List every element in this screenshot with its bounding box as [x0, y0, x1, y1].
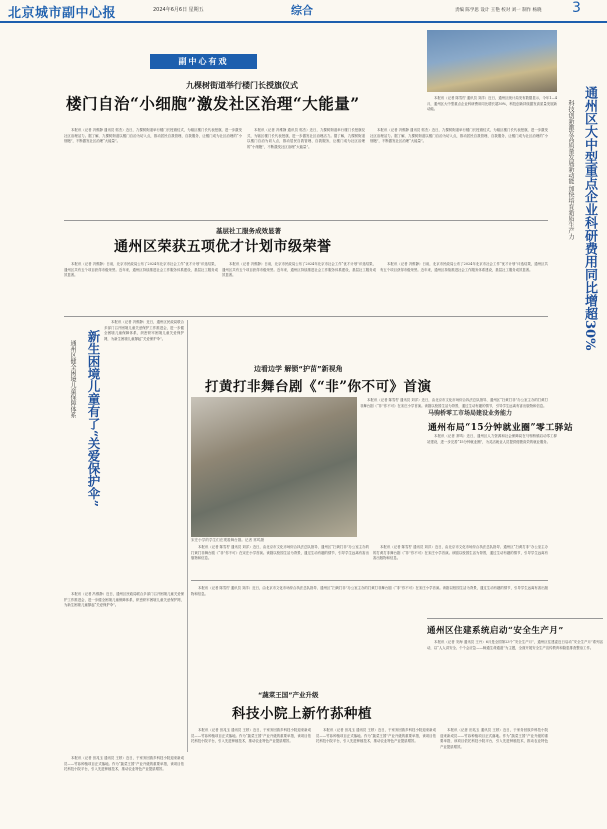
column-banner	[150, 54, 257, 69]
newspaper-logo: 北京城市副中心报	[8, 6, 117, 21]
story4-body-col2: 本报讯（记者 陈雪柠 通讯员 刘洋）近日，由北京市文化市场综合执法总队指导、通州区“扫黄打非”办公室主办的打黄打非舞台剧《“非”你不可》在宋庄小学首演。该剧以校园生活为背景，通过生动有趣的情节，引导学生远离有害出版物和信息。	[191, 545, 369, 561]
editor-credits: 责编 陈学思 设计 王艳 校对 刘一 制作 杨晓	[455, 8, 542, 13]
story7-body: 本报讯（记者 常鸣）近日，通州区人力资源和社会保障局在马驹桥镇启动零工驿站建设，进一步完善“15分钟就业圈”，为灵活就业人员提供便捷高效的就业服务。	[427, 434, 557, 444]
story7-kicker: 马驹桥零工市场局建设业务能力	[428, 410, 513, 417]
story6-vertical-headline: 通州区大中型重点企业科研费用同比增超30%	[582, 86, 597, 351]
story1-kicker: 九棵树街道举行楼门长授旗仪式	[186, 81, 298, 90]
story1-body-col2: 本报讯（记者 冯维静 通讯员 郭杰）近日，九棵树街道举行楼门长授旗仪式，为辖区楼门长代表授旗，进一步激发社区治理活力。据了解，九棵树街道以楼门自治为切入点，推动居民自我管理、自我服务，让楼门成为社区治理的“小细胞”，不断激发社区治理“大能量”。	[247, 128, 365, 149]
story5-body-col3: 本报讯（记者 田兆玉 通讯员 王婷）近日，于家务回族乡科技小院迎来新成员——竹荪种植项目正式落地。作为“蔬菜王国”产业升级的重要举措，该项目依托科技小院平台，引入先进种植技术，推动农业特色产业提质增效。	[316, 728, 436, 744]
masthead-rule	[0, 21, 607, 23]
dateline: 2024年6月6日 星期五	[153, 7, 204, 13]
story4-headline: 打黄打非舞台剧《“非”你不可》首演	[205, 379, 432, 395]
story2-body-col1: 本报讯（记者 冯维静）日前，北京市民政局公布了2024年北京市社会工作“优才计划”评选结果，通州区共有五个项目获得市级荣誉。近年来，通州区持续推进社会工作服务体系建设，基层社工服务成效显著。	[64, 262, 218, 278]
story1-body-col1: 本报讯（记者 冯维静 通讯员 郭杰）近日，九棵树街道举行楼门长授旗仪式，为辖区楼门长代表授旗，进一步激发社区治理活力。据了解，九棵树街道以楼门自治为切入点，推动居民自我管理、自我服务，让楼门成为社区治理的“小细胞”，不断激发社区治理“大能量”。	[64, 128, 242, 144]
science-building-photo	[427, 30, 557, 92]
story4-body-col1: 本报讯（记者 陈雪柠 通讯员 刘洋）近日，由北京市文化市场综合执法总队指导、通州区“扫黄打非”办公室主办的打黄打非舞台剧《“非”你不可》在宋庄小学首演。该剧以校园生活为背景，通过生动有趣的情节，引导学生远离有害出版物和信息。	[360, 398, 548, 408]
story4-body-col4: 本报讯（记者 陈雪柠 通讯员 刘洋）近日，由北京市文化市场综合执法总队指导、通州区“扫黄打非”办公室主办的打黄打非舞台剧《“非”你不可》在宋庄小学首演。该剧以校园生活为背景，通过生动有趣的情节，引导学生远离有害出版物和信息。	[191, 586, 548, 596]
story3-body-col2: 本报讯（记者 冯维静）近日，通州区民政局联合多部门召开困境儿童关爱保护工作推进会，进一步健全困境儿童保障体系，织密织牢困境儿童关爱保护网，为新生困境儿童撑起“关爱保护伞”。	[64, 592, 184, 608]
story3-body-col1: 本报讯（记者 冯维静）近日，通州区民政局联合多部门召开困境儿童关爱保护工作推进会，进一步健全困境儿童保障体系，织密织牢困境儿童关爱保护网，为新生困境儿童撑起“关爱保护伞”。	[104, 320, 184, 341]
stage-play-photo	[191, 397, 357, 537]
column-banner-label: 副中心有戏	[178, 57, 229, 66]
section-title: 综合	[291, 4, 313, 17]
story7-headline: 通州布局“15分钟就业圈”零工驿站	[428, 423, 574, 433]
story2-body-col3: 本报讯（记者 冯维静）日前，北京市民政局公布了2024年北京市社会工作“优才计划”评选结果，通州区共有五个项目获得市级荣誉。近年来，通州区持续推进社会工作服务体系建设，基层社工服务成效显著。	[380, 262, 548, 272]
story2-kicker: 基层社工服务成效显著	[216, 227, 281, 235]
story5-body-col2: 本报讯（记者 田兆玉 通讯员 王婷）近日，于家务回族乡科技小院迎来新成员——竹荪种植项目正式落地。作为“蔬菜王国”产业升级的重要举措，该项目依托科技小院平台，引入先进种植技术，推动农业特色产业提质增效。	[191, 728, 311, 744]
story1-headline: 楼门自治“小细胞”激发社区治理“大能量”	[66, 94, 360, 113]
story8-headline: 通州区住建系统启动“安全生产月”	[427, 626, 564, 636]
story5-headline: 科技小院上新竹荪种植	[232, 706, 372, 722]
story6-body: 本报讯（记者 陈雪柠 通讯员 刘洋）近日，通州区统计局发布数据显示，今年1—4月，通州区大中型重点企业科研费用同比增长超30%，科技创新持续激发高质量发展新动能。	[427, 96, 557, 112]
page-number: 3	[572, 0, 581, 16]
story5-body-col4: 本报讯（记者 田兆玉 通讯员 王婷）近日，于家务回族乡科技小院迎来新成员——竹荪种植项目正式落地。作为“蔬菜王国”产业升级的重要举措，该项目依托科技小院平台，引入先进种植技术，推动农业特色产业提质增效。	[440, 728, 548, 749]
story2-body-col2: 本报讯（记者 冯维静）日前，北京市民政局公布了2024年北京市社会工作“优才计划”评选结果，通州区共有五个项目获得市级荣誉。近年来，通州区持续推进社会工作服务体系建设，基层社工服务成效显著。	[222, 262, 376, 278]
story6-vertical-subhead: 科技创新激发高质量发展新动能 加快培育新质生产力	[567, 100, 574, 240]
section-divider	[427, 618, 603, 619]
story3-vertical-kicker: 通州区健全困境儿童保障体系	[69, 340, 76, 418]
column-divider	[187, 320, 188, 752]
story8-body: 本报讯（记者 安海 通讯员 王丹）6月是全国第23个“安全生产月”，通州区住建委近日启动“安全生产月”系列活动，以“人人讲安全、个个会应急——畅通生命通道”为主题，全面开展安全生产宣传教育和隐患排查整治工作。	[427, 640, 603, 650]
story4-photo-caption: 宋庄小学的学生们在观看舞台剧。记者 常鸣摄	[191, 538, 265, 542]
story5-body-col1: 本报讯（记者 田兆玉 通讯员 王婷）近日，于家务回族乡科技小院迎来新成员——竹荪种植项目正式落地。作为“蔬菜王国”产业升级的重要举措，该项目依托科技小院平台，引入先进种植技术，推动农业特色产业提质增效。	[64, 756, 184, 772]
story2-headline: 通州区荣获五项优才计划市级荣誉	[114, 239, 332, 255]
story5-kicker: “蔬菜王国”产业升级	[258, 691, 319, 699]
story4-kicker: 边看边学 解锁“护苗”新视角	[254, 365, 343, 373]
story4-body-col3: 本报讯（记者 陈雪柠 通讯员 刘洋）近日，由北京市文化市场综合执法总队指导、通州区“扫黄打非”办公室主办的打黄打非舞台剧《“非”你不可》在宋庄小学首演。该剧以校园生活为背景，通过生动有趣的情节，引导学生远离有害出版物和信息。	[373, 545, 548, 561]
story3-vertical-headline: 新生困境儿童有了“关爱保护伞”	[86, 330, 101, 507]
story1-body-col3: 本报讯（记者 冯维静 通讯员 郭杰）近日，九棵树街道举行楼门长授旗仪式，为辖区楼门长代表授旗，进一步激发社区治理活力。据了解，九棵树街道以楼门自治为切入点，推动居民自我管理、自我服务，让楼门成为社区治理的“小细胞”，不断激发社区治理“大能量”。	[370, 128, 548, 144]
